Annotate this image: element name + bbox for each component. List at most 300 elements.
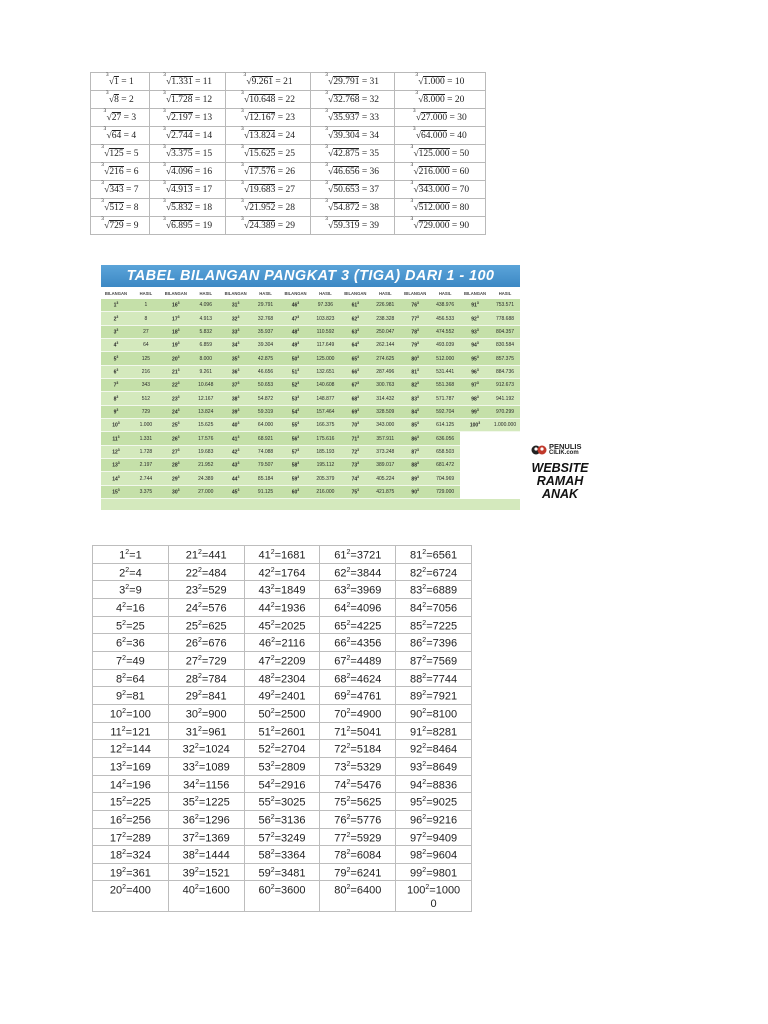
square-result: 100	[132, 708, 151, 721]
cube-base-cell: $67^3$	[340, 379, 370, 392]
cube-table-row	[101, 312, 520, 325]
root-result: = 17	[192, 184, 213, 195]
cube-header-bilangan: BILANGAN	[340, 287, 370, 299]
cube-exponent: 3	[177, 354, 180, 359]
cube-base-cell	[460, 445, 490, 458]
square-cell: $71^2=5041$	[320, 722, 396, 740]
square-row	[93, 669, 472, 687]
cube-base-cell: $71^3$	[340, 432, 370, 445]
cube-root-cell	[226, 181, 310, 199]
cube-root-cell	[149, 145, 226, 163]
cube-exponent: 3	[237, 421, 240, 426]
square-base: 18	[109, 849, 123, 862]
square-result: 8464	[432, 743, 458, 756]
cube-table-title: TABEL BILANGAN PANGKAT 3 (TIGA) DARI 1 - 100	[101, 265, 520, 287]
square-cell: $38^2=1444$	[168, 846, 244, 864]
cube-exponent: 3	[297, 434, 300, 439]
cube-value-cell: 157.464	[310, 405, 340, 418]
square-exponent: 2	[346, 549, 351, 556]
square-base: 90	[410, 708, 423, 721]
square-exponent: 2	[122, 690, 127, 698]
cube-exponent: 3	[237, 408, 240, 413]
cube-table-row	[101, 432, 520, 445]
radical-sign: √	[244, 148, 250, 159]
square-base: 85	[410, 620, 423, 633]
cube-base-cell: $87^3$	[400, 445, 430, 458]
square-result: 625	[208, 620, 227, 633]
root-index: 3	[101, 179, 104, 186]
cube-exponent: 3	[357, 341, 360, 346]
square-exponent: 2	[346, 760, 351, 768]
cube-value-cell: 125.000	[310, 352, 340, 365]
cube-exponent: 3	[416, 408, 419, 413]
radicand: 9.261	[251, 76, 273, 87]
square-cell: $94^2=8836$	[396, 775, 472, 793]
square-result: 1444	[205, 849, 230, 862]
square-cell: $97^2=9409$	[396, 828, 472, 846]
cube-exponent: 3	[416, 488, 419, 493]
cube-root-expression	[241, 161, 276, 177]
square-row	[93, 546, 472, 564]
radical-sign: √	[328, 130, 334, 141]
radical-sign: √	[104, 148, 110, 159]
square-cell: $60^2=3600$	[244, 881, 320, 912]
cube-header-hasil: HASIL	[490, 287, 520, 299]
radical-sign: √	[165, 148, 172, 159]
square-base: 24	[185, 602, 198, 615]
radical-sign: √	[413, 166, 419, 177]
root-result: = 25	[275, 148, 295, 159]
radical-sign: √	[328, 202, 334, 213]
cube-exponent: 3	[177, 341, 180, 346]
cube-base-cell: $41^3$	[221, 432, 251, 445]
cube-root-expression	[325, 179, 360, 195]
cube-value-cell: 493.039	[430, 339, 460, 352]
cube-exponent: 3	[476, 314, 479, 319]
cube-base-cell: $18^3$	[161, 325, 191, 338]
cube-exponent: 3	[116, 301, 119, 306]
radicand: 21.952	[249, 202, 276, 213]
cube-value-cell: 729.000	[430, 485, 460, 498]
square-exponent: 2	[270, 549, 275, 556]
cube-root-cell	[310, 91, 394, 109]
cube-base-cell: $91^3$	[460, 299, 490, 312]
cube-header-hasil: HASIL	[370, 287, 400, 299]
square-result: 36	[132, 637, 145, 650]
root-index: 3	[415, 89, 418, 96]
root-result: = 40	[447, 130, 467, 141]
square-cell: $25^2=625$	[168, 616, 244, 634]
square-exponent: 2	[122, 831, 127, 839]
cube-base-cell: $15^3$	[101, 485, 131, 498]
cube-root-expression	[410, 197, 450, 213]
cube-base-cell: $7^3$	[101, 379, 131, 392]
cube-base-cell: $57^3$	[281, 445, 311, 458]
cube-root-expression	[241, 197, 276, 213]
cube-exponent: 3	[297, 394, 300, 399]
radical-sign: √	[104, 184, 110, 195]
square-cell: $13^2=169$	[93, 757, 169, 775]
square-exponent: 2	[195, 778, 200, 786]
square-cell: $7^2=49$	[93, 651, 169, 669]
square-result: 784	[208, 673, 227, 686]
cube-value-cell: 50.653	[251, 379, 281, 392]
square-base: 52	[258, 743, 271, 756]
square-result: 529	[208, 584, 227, 597]
square-row	[93, 634, 472, 652]
square-cell: $75^2=5625$	[320, 793, 396, 811]
cube-exponent: 3	[476, 368, 479, 373]
square-exponent: 2	[346, 619, 351, 627]
radical-sign: √	[244, 166, 250, 177]
radical-sign: √	[165, 202, 172, 213]
square-result: 2500	[281, 708, 306, 721]
cube-root-cell	[149, 91, 226, 109]
square-base: 75	[334, 796, 347, 809]
square-cell: $39^2=1521$	[168, 863, 244, 881]
radical-sign: √	[166, 76, 172, 87]
cube-root-cell	[149, 127, 226, 145]
root-index: 3	[162, 179, 166, 186]
radicand: 216.000	[418, 166, 450, 177]
cube-value-cell: 59.319	[251, 405, 281, 418]
square-result: 196	[132, 779, 151, 792]
square-base: 9	[116, 690, 123, 703]
square-row	[93, 651, 472, 669]
root-index: 3	[325, 89, 328, 96]
square-base: 38	[182, 849, 195, 862]
radical-sign: √	[328, 220, 334, 231]
cube-base-cell: $93^3$	[460, 325, 490, 338]
square-base: 44	[258, 602, 271, 615]
root-result: = 6	[123, 166, 139, 177]
cube-root-cell	[310, 145, 394, 163]
root-result: = 5	[123, 148, 139, 159]
radicand: 729.000	[418, 220, 450, 231]
cube-base-cell: $38^3$	[221, 392, 251, 405]
cube-root-cell	[394, 217, 485, 235]
cube-value-cell: 32.768	[251, 312, 281, 325]
square-result: 8100	[432, 708, 458, 721]
cube-value-cell: 2.744	[131, 472, 161, 485]
cube-root-expression	[241, 89, 276, 105]
radicand: 343.000	[418, 184, 450, 195]
root-index: 3	[325, 197, 328, 204]
cube-base-cell: $53^3$	[281, 392, 311, 405]
square-base: 70	[334, 708, 347, 721]
square-result: 8836	[432, 779, 458, 792]
cube-value-cell: 24.389	[191, 472, 221, 485]
cube-root-expression	[162, 197, 193, 213]
radicand: 216	[109, 166, 124, 177]
square-base: 49	[258, 690, 271, 703]
cube-exponent: 3	[416, 461, 419, 466]
square-cell: $72^2=5184$	[320, 740, 396, 758]
cube-value-cell: 2.197	[131, 459, 161, 472]
cube-root-expression	[325, 89, 360, 105]
cube-root-expression	[410, 161, 450, 177]
cube-root-cell	[394, 181, 485, 199]
cube-base-cell: $10^3$	[101, 419, 131, 432]
cube-root-cell	[310, 127, 394, 145]
square-base: 87	[410, 655, 423, 668]
square-result: 1521	[205, 867, 230, 880]
cube-value-cell: 216	[131, 365, 161, 378]
cube-root-cell	[226, 127, 310, 145]
radicand: 10.648	[249, 94, 276, 105]
cube-base-cell: $16^3$	[161, 299, 191, 312]
square-cell: $44^2=1936$	[244, 598, 320, 616]
square-exponent: 2	[346, 690, 351, 698]
square-result: 9216	[432, 814, 458, 827]
cube-root-expression	[105, 71, 119, 87]
cube-value-cell: 4.096	[191, 299, 221, 312]
radicand: 64.000	[421, 130, 448, 141]
cube-exponent: 3	[357, 461, 360, 466]
square-base: 16	[109, 814, 123, 827]
square-exponent: 2	[346, 637, 351, 645]
square-cell: $61^2=3721$	[320, 546, 396, 564]
cube-root-row	[91, 109, 486, 127]
cube-value-cell: 830.584	[490, 339, 520, 352]
root-index: 3	[241, 215, 244, 222]
square-result: 6400	[356, 885, 382, 898]
square-base: 96	[410, 814, 423, 827]
square-result: 4225	[356, 620, 382, 633]
square-result: 16	[132, 602, 145, 615]
square-cell: $67^2=4489$	[320, 651, 396, 669]
root-result: = 26	[275, 166, 295, 177]
square-cell: $19^2=361$	[93, 863, 169, 881]
cube-base-cell	[460, 432, 490, 445]
square-base: 8	[116, 673, 123, 686]
square-result: 289	[132, 832, 151, 845]
cube-value-cell: 456.533	[430, 312, 460, 325]
cube-root-cell	[226, 217, 310, 235]
square-exponent: 2	[346, 707, 351, 715]
square-exponent: 2	[194, 866, 199, 874]
square-base: 23	[185, 584, 198, 597]
cube-base-cell: $98^3$	[460, 392, 490, 405]
square-row	[93, 581, 472, 599]
cube-exponent: 3	[237, 314, 240, 319]
square-row	[93, 846, 472, 864]
root-result: = 80	[449, 202, 470, 213]
cube-value-cell: 681.472	[430, 459, 460, 472]
cube-exponent: 3	[177, 448, 180, 453]
square-exponent: 2	[346, 566, 351, 574]
square-result: 3249	[281, 832, 306, 845]
cube-header-bilangan: BILANGAN	[400, 287, 430, 299]
cube-header-hasil: HASIL	[131, 287, 161, 299]
square-row	[93, 863, 472, 881]
square-base: 7	[116, 655, 123, 668]
cube-exponent: 3	[416, 474, 419, 479]
cube-exponent: 3	[416, 341, 419, 346]
square-cell: $45^2=2025$	[244, 616, 320, 634]
cube-value-cell: 226.981	[370, 299, 400, 312]
cube-value-cell: 804.357	[490, 325, 520, 338]
square-base: 59	[258, 867, 271, 880]
cube-exponent: 3	[117, 474, 120, 479]
cube-root-cell	[394, 73, 485, 91]
square-cell: $37^2=1369$	[168, 828, 244, 846]
radical-sign: √	[104, 202, 110, 213]
cube-root-expression	[103, 125, 122, 141]
square-base: 20	[109, 885, 123, 898]
cube-value-cell: 10.648	[191, 379, 221, 392]
root-index: 3	[105, 71, 109, 78]
cube-value-cell: 185.193	[310, 445, 340, 458]
square-result: 3136	[281, 814, 306, 827]
square-base: 98	[410, 849, 423, 862]
cube-base-cell: $99^3$	[460, 405, 490, 418]
square-cell: $8^2=64$	[93, 669, 169, 687]
cube-root-expression	[410, 143, 450, 159]
root-index: 3	[241, 89, 244, 96]
radicand: 125	[109, 148, 124, 159]
cube-exponent: 3	[177, 434, 180, 439]
cube-exponent: 3	[237, 368, 240, 373]
cube-value-cell: 91.125	[251, 485, 281, 498]
pencil-mascot-icon	[531, 443, 547, 456]
cube-base-cell: $100^3$	[460, 419, 490, 432]
radicand: 1.331	[171, 76, 193, 87]
cube-base-cell: $36^3$	[221, 365, 251, 378]
square-base: 78	[334, 849, 347, 862]
cube-value-cell: 19.683	[191, 445, 221, 458]
radicand: 729	[109, 220, 124, 231]
square-result: 256	[132, 814, 151, 827]
square-exponent: 2	[425, 884, 430, 892]
radical-sign: √	[328, 76, 334, 87]
radical-sign: √	[413, 202, 419, 213]
square-base: 36	[182, 814, 195, 827]
square-exponent: 2	[122, 796, 127, 804]
cube-value-cell: 512	[131, 392, 161, 405]
cube-root-expression	[415, 89, 445, 105]
cube-exponent: 3	[116, 381, 119, 386]
cube-value-cell: 857.375	[490, 352, 520, 365]
square-exponent: 2	[122, 778, 127, 786]
square-base: 65	[334, 620, 347, 633]
square-base: 45	[258, 620, 271, 633]
square-result: 1156	[205, 779, 230, 792]
cube-exponent: 3	[117, 488, 120, 493]
cube-base-cell: $81^3$	[400, 365, 430, 378]
cube-exponent: 3	[177, 408, 180, 413]
root-result: = 18	[192, 202, 213, 213]
cube-value-cell: 531.441	[430, 365, 460, 378]
cube-base-cell: $90^3$	[400, 485, 430, 498]
square-cell: $11^2=121$	[93, 722, 169, 740]
square-cell: $22^2=484$	[168, 563, 244, 581]
cube-exponent: 3	[117, 448, 120, 453]
cube-value-cell: 6.859	[191, 339, 221, 352]
cube-exponent: 3	[297, 408, 300, 413]
cube-base-cell: $70^3$	[340, 419, 370, 432]
root-result: = 9	[123, 220, 139, 231]
radical-sign: √	[328, 148, 334, 159]
square-exponent: 2	[122, 743, 127, 751]
root-result: = 16	[192, 166, 213, 177]
square-result: 3364	[281, 849, 306, 862]
cube-base-cell: $95^3$	[460, 352, 490, 365]
square-exponent: 2	[122, 760, 127, 768]
square-result: 225	[132, 796, 151, 809]
square-base: 97	[410, 832, 423, 845]
root-index: 3	[241, 107, 244, 114]
square-exponent: 2	[270, 760, 275, 768]
cube-base-cell: $51^3$	[281, 365, 311, 378]
square-cell: $43^2=1849$	[244, 581, 320, 599]
cube-value-cell: 389.017	[370, 459, 400, 472]
cube-header-hasil: HASIL	[251, 287, 281, 299]
root-result: = 12	[192, 94, 213, 105]
cube-exponent: 3	[237, 488, 240, 493]
cube-root-expression	[412, 125, 448, 141]
penulis-cilik-logo	[523, 440, 597, 506]
square-base: 69	[334, 690, 347, 703]
cube-root-expression	[241, 215, 276, 231]
square-result: 7056	[432, 602, 458, 615]
square-base: 1	[119, 549, 126, 562]
cube-base-cell: $4^3$	[101, 339, 131, 352]
square-exponent: 2	[122, 849, 127, 857]
square-cell: $30^2=900$	[168, 704, 244, 722]
radical-sign: √	[328, 184, 334, 195]
square-base: 39	[182, 867, 195, 880]
square-cell: $49^2=2401$	[244, 687, 320, 705]
radicand: 15.625	[249, 148, 276, 159]
radical-sign: √	[413, 148, 419, 159]
cube-exponent: 3	[357, 488, 360, 493]
square-cell: $51^2=2601$	[244, 722, 320, 740]
cube-base-cell: $73^3$	[340, 459, 370, 472]
cube-base-cell: $82^3$	[400, 379, 430, 392]
radical-sign: √	[244, 184, 250, 195]
cube-table-row	[101, 459, 520, 472]
cube-value-cell: 97.336	[310, 299, 340, 312]
cube-base-cell: $43^3$	[221, 459, 251, 472]
cube-exponent: 3	[237, 434, 240, 439]
radical-sign: √	[415, 112, 422, 123]
cube-exponent: 3	[357, 368, 360, 373]
radicand: 1.000	[423, 76, 445, 87]
cube-exponent: 3	[177, 301, 180, 306]
root-result: = 19	[192, 220, 213, 231]
cube-base-cell: $77^3$	[400, 312, 430, 325]
cube-root-expression	[325, 143, 360, 159]
square-cell: $81^2=6561$	[396, 546, 472, 564]
cube-base-cell: $14^3$	[101, 472, 131, 485]
square-base: 32	[182, 743, 195, 756]
square-cell: $76^2=5776$	[320, 810, 396, 828]
square-cell: $89^2=7921$	[396, 687, 472, 705]
square-cell: $10^2=100$	[93, 704, 169, 722]
cube-exponent: 3	[297, 301, 300, 306]
cube-base-cell: $1^3$	[101, 299, 131, 312]
square-result: 25	[132, 620, 145, 633]
square-result: 1296	[205, 814, 230, 827]
square-cell: $66^2=4356$	[320, 634, 396, 652]
square-exponent: 2	[270, 813, 275, 821]
square-cell: $36^2=1296$	[168, 810, 244, 828]
square-result: 5929	[356, 832, 382, 845]
square-cell: $5^2=25$	[93, 616, 169, 634]
cube-exponent: 3	[416, 421, 419, 426]
cube-exponent: 3	[297, 421, 300, 426]
